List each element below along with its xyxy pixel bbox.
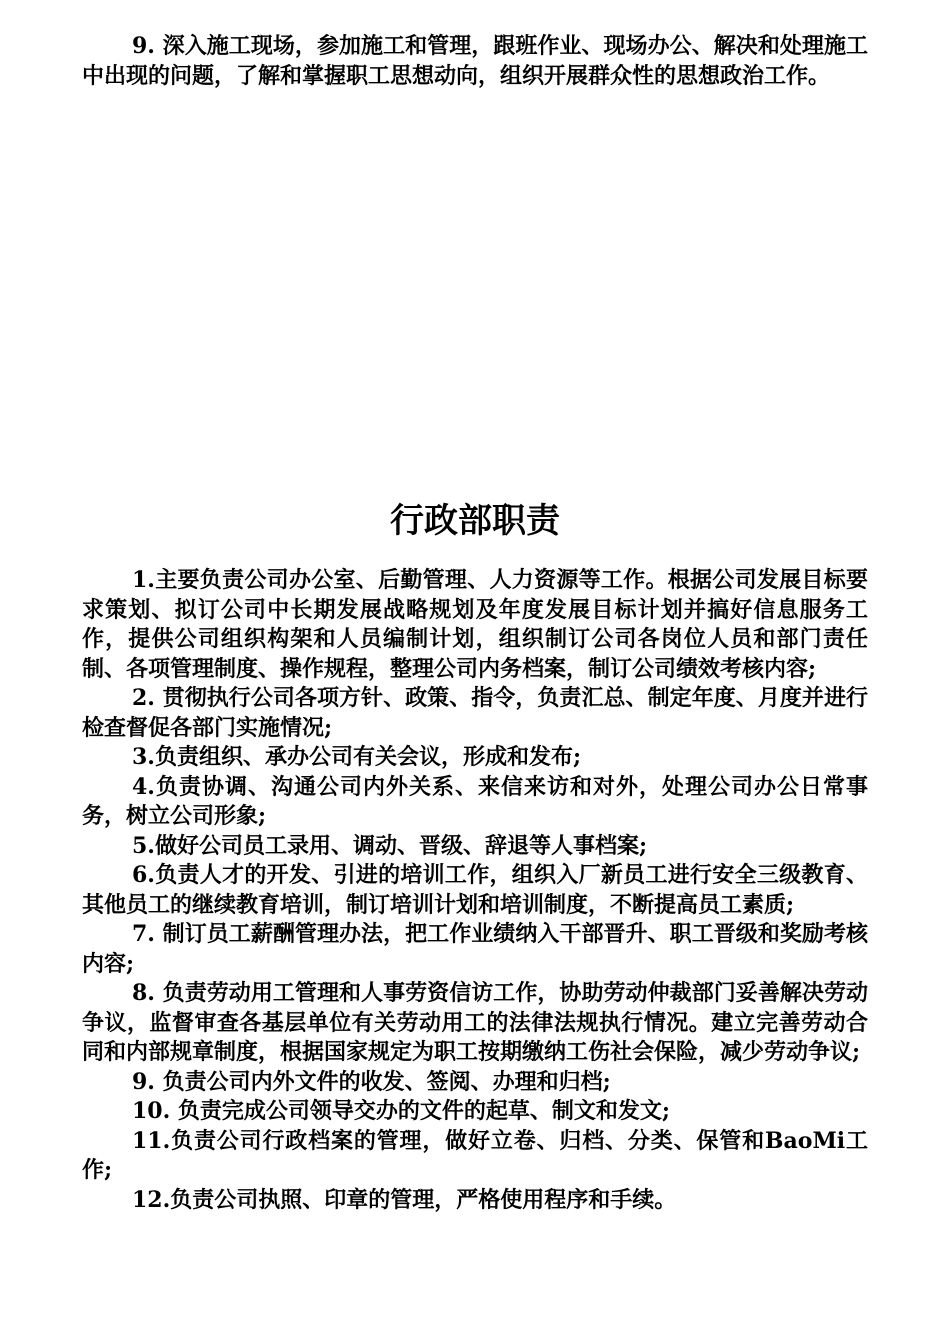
duty-item-10: 10. 负责完成公司领导交办的文件的起草、制文和发文; (132, 1098, 671, 1124)
duty-item-5: 5.做好公司员工录用、调动、晋级、辞退等人事档案; (132, 832, 648, 859)
duty-item-8: 8. 负责劳动用工管理和人事劳资信访工作，协助劳动仲裁部门妥善解决劳动争议，监督审查各基层单位有关劳动用工的法律法规执行情况。建立完善劳动合同和内部规章制度，根据国家规定为职工按期缴纳工伤社会保险，减少劳动争议; (82, 980, 868, 1065)
duty-item-9: 9. 负责公司内外文件的收发、签阅、办理和归档; (132, 1068, 611, 1095)
section-title: 行政部职责 (390, 501, 560, 541)
duty-item-6: 6.负责人才的开发、引进的培训工作，组织入厂新员工进行安全三级教育、其他员工的继续教育培训，制订培训计划和培训制度，不断提高员工素质; (82, 862, 868, 918)
paragraph-item-9-previous: 9. 深入施工现场，参加施工和管理，跟班作业、现场办公、解决和处理施工中出现的问题，了解和掌握职工思想动向，组织开展群众性的思想政治工作。 (82, 33, 868, 89)
previous-section-tail (82, 32, 868, 91)
duties-list (82, 566, 868, 1215)
duty-item-3: 3.负责组织、承办公司有关会议，形成和发布; (132, 744, 582, 770)
duty-item-1: 1.主要负责公司办公室、后勤管理、人力资源等工作。根据公司发展目标要求策划、拟订公司中长期发展战略规划及年度发展目标计划并搞好信息服务工作，提供公司组织构架和人员编制计划，组织制订公司各岗位人员和部门责任制、各项管理制度、操作规程，整理公司内务档案，制订公司绩效考核内容; (82, 567, 868, 682)
duty-item-7: 7. 制订员工薪酬管理办法，把工作业绩纳入干部晋升、职工晋级和奖励考核内容; (82, 921, 868, 977)
duty-item-2: 2. 贯彻执行公司各项方针、政策、指令，负责汇总、制定年度、月度并进行检查督促各部门实施情况; (82, 685, 868, 741)
duty-item-4: 4.负责协调、沟通公司内外关系、来信来访和对外，处理公司办公日常事务，树立公司形象; (82, 773, 868, 829)
duty-item-11: 11.负责公司行政档案的管理，做好立卷、归档、分类、保管和BaoMi工作; (82, 1127, 868, 1183)
duty-item-12: 12.负责公司执照、印章的管理，严格使用程序和手续。 (132, 1186, 677, 1213)
